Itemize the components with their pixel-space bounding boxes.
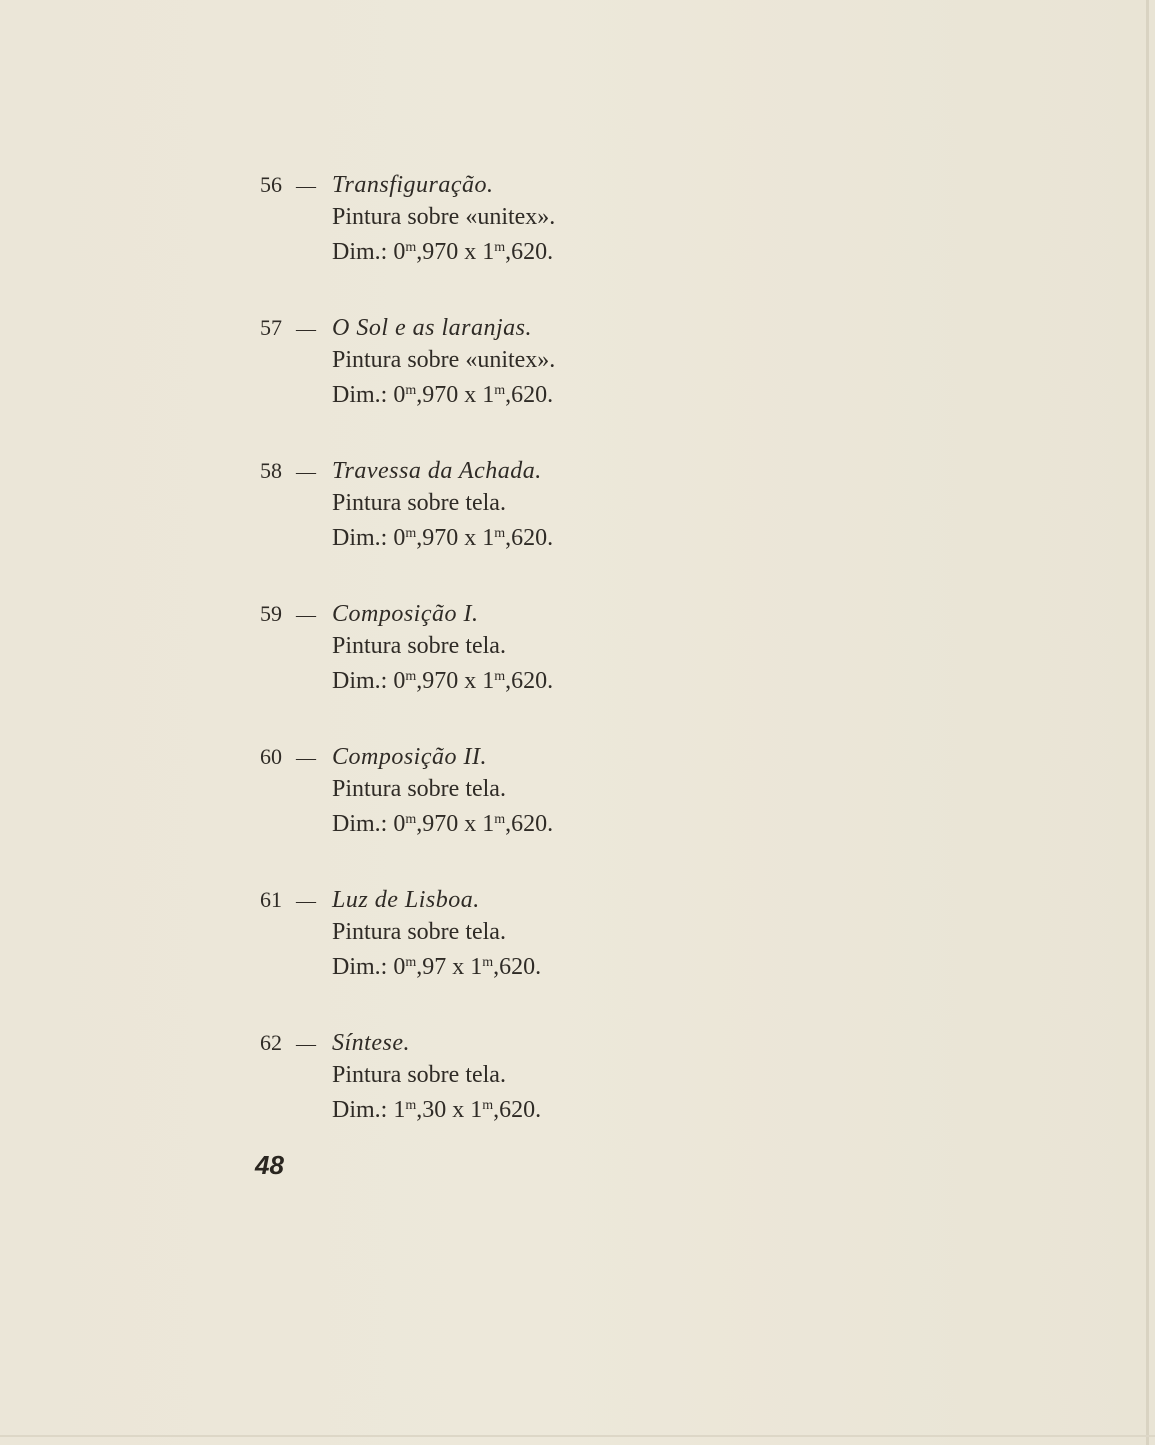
entry-dimensions: Dim.: 0$^m$,970 x 1$^m$,620.	[332, 525, 554, 551]
entry-medium: Pintura sobre «unitex».	[332, 204, 556, 230]
entry-number: 56	[260, 172, 282, 197]
page-number: 48	[255, 1150, 284, 1180]
entry-title: Síntese.	[332, 1030, 410, 1056]
entry-dash: —	[296, 175, 316, 197]
catalog-entry	[0, 1018, 700, 1161]
entry-medium: Pintura sobre tela.	[332, 919, 506, 945]
entry-medium: Pintura sobre tela.	[332, 1062, 506, 1088]
entry-title: O Sol e as laranjas.	[332, 315, 533, 341]
entry-dimensions: Dim.: 0$^m$,97 x 1$^m$,620.	[332, 954, 542, 980]
entry-dash: —	[296, 604, 316, 626]
entry-dimensions: Dim.: 0$^m$,970 x 1$^m$,620.	[332, 668, 554, 694]
entry-medium: Pintura sobre «unitex».	[332, 347, 556, 373]
entry-heading	[260, 599, 479, 630]
entry-number: 58	[260, 458, 282, 483]
catalog-entry	[0, 160, 700, 303]
entry-number: 61	[260, 887, 282, 912]
catalog-entry	[0, 589, 700, 732]
entry-heading	[260, 313, 532, 344]
catalog-entry	[0, 732, 700, 875]
entry-dimensions: Dim.: 0$^m$,970 x 1$^m$,620.	[332, 811, 554, 837]
catalog-entry	[0, 446, 700, 589]
page-right-edge	[1146, 0, 1149, 1445]
entry-dimensions: Dim.: 0$^m$,970 x 1$^m$,620.	[332, 239, 554, 265]
catalog-entry-list	[0, 160, 700, 1161]
entry-number: 59	[260, 601, 282, 626]
entry-number: 62	[260, 1030, 282, 1055]
entry-medium: Pintura sobre tela.	[332, 490, 506, 516]
entry-dash: —	[296, 318, 316, 340]
entry-heading	[260, 170, 494, 201]
entry-dimensions: Dim.: 1$^m$,30 x 1$^m$,620.	[332, 1097, 542, 1123]
entry-number: 60	[260, 744, 282, 769]
entry-heading	[260, 885, 480, 916]
entry-title: Luz de Lisboa.	[332, 887, 480, 913]
entry-dash: —	[296, 890, 316, 912]
entry-dash: —	[296, 461, 316, 483]
entry-heading	[260, 742, 487, 773]
entry-dash: —	[296, 1033, 316, 1055]
entry-title: Composição I.	[332, 601, 479, 627]
entry-medium: Pintura sobre tela.	[332, 776, 506, 802]
entry-number: 57	[260, 315, 282, 340]
catalog-entry	[0, 875, 700, 1018]
entry-dimensions: Dim.: 0$^m$,970 x 1$^m$,620.	[332, 382, 554, 408]
entry-medium: Pintura sobre tela.	[332, 633, 506, 659]
entry-heading	[260, 1028, 410, 1059]
entry-title: Transfiguração.	[332, 172, 494, 198]
entry-heading	[260, 456, 542, 487]
entry-dash: —	[296, 747, 316, 769]
entry-title: Travessa da Achada.	[332, 458, 542, 484]
catalog-entry	[0, 303, 700, 446]
entry-title: Composição II.	[332, 744, 487, 770]
page-bottom-edge	[0, 1435, 1155, 1437]
